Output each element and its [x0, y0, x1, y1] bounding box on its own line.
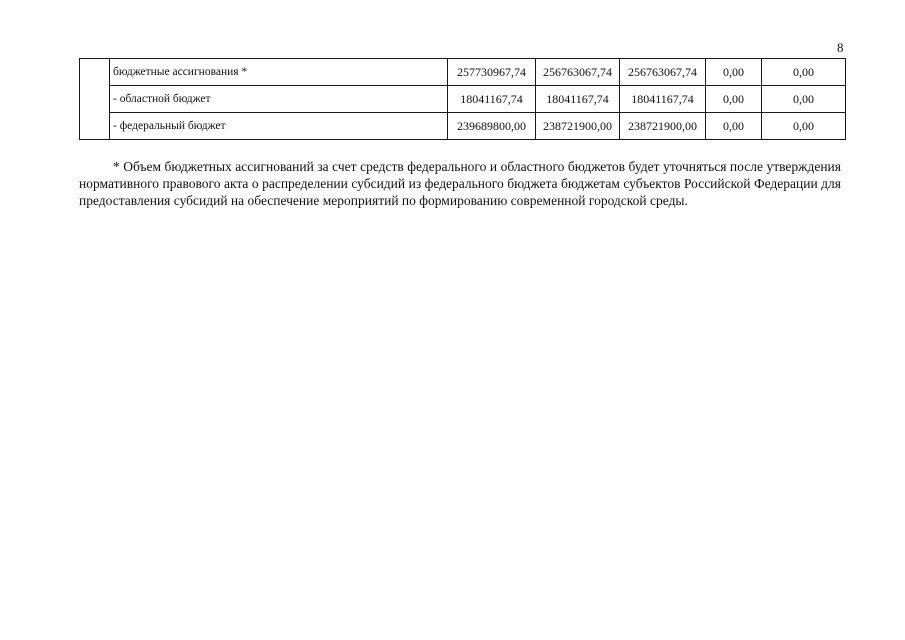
value-cell: 256763067,74	[620, 59, 706, 86]
value-cell: 18041167,74	[536, 86, 620, 113]
page-number: 8	[837, 40, 844, 55]
row-label: бюджетные ассигнования *	[110, 59, 448, 86]
value-cell: 0,00	[706, 59, 762, 86]
value-cell: 0,00	[762, 59, 846, 86]
row-label: - областной бюджет	[110, 86, 448, 113]
value-cell: 0,00	[762, 86, 846, 113]
value-cell: 18041167,74	[620, 86, 706, 113]
table-row-federal-budget	[80, 113, 846, 140]
footnote-paragraph: * Объем бюджетных ассигнований за счет средств федерального и областного бюджетов будет уточняться после утверждения нормативного правового акта о распределении субсидий из федерального бюджета бюджетам субъектов Российской Федерации для предоставления субсидий на обеспечение мероприятий по формированию современной городской среды.	[79, 159, 841, 208]
value-cell: 18041167,74	[448, 86, 536, 113]
value-cell: 238721900,00	[620, 113, 706, 140]
value-cell: 0,00	[706, 113, 762, 140]
value-cell: 0,00	[706, 86, 762, 113]
value-cell: 0,00	[762, 113, 846, 140]
value-cell: 238721900,00	[536, 113, 620, 140]
value-cell: 239689800,00	[448, 113, 536, 140]
value-cell: 256763067,74	[536, 59, 620, 86]
row-label: - федеральный бюджет	[110, 113, 448, 140]
budget-table	[79, 58, 846, 140]
table-row-regional-budget	[80, 86, 846, 113]
empty-cell	[80, 59, 110, 140]
table-row-budget-allocations	[80, 59, 846, 86]
value-cell: 257730967,74	[448, 59, 536, 86]
